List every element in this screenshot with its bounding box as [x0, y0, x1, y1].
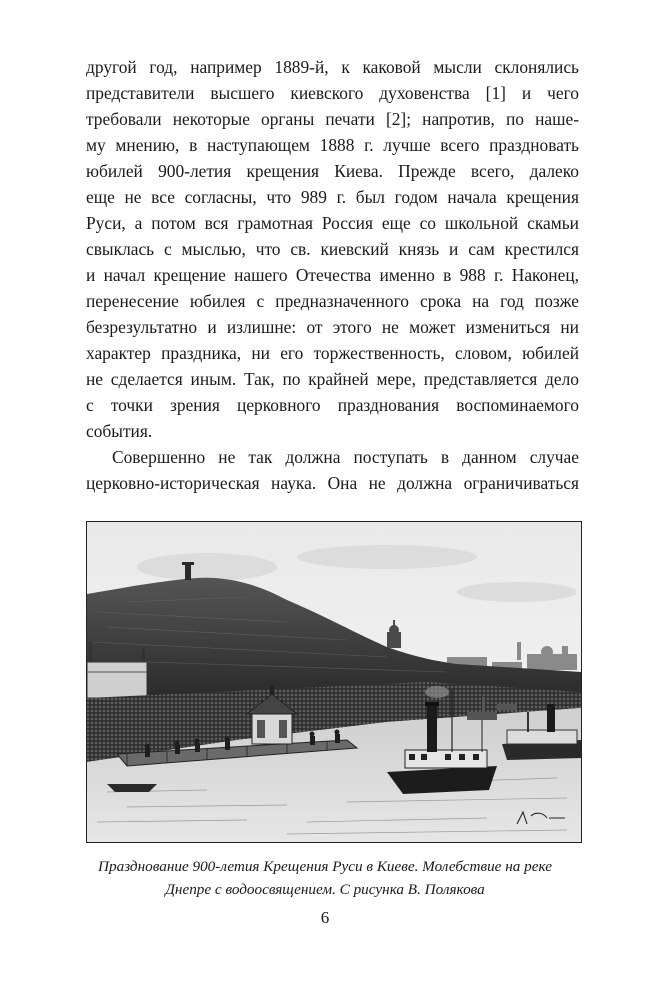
- text-line: не сделается иным. Так, по крайней мере, представляется дело: [86, 369, 579, 389]
- page-number: 6: [320, 908, 330, 927]
- text-line: му мнению, в наступающем 1888 г. лучше всего праздновать: [86, 135, 579, 155]
- body-text: [86, 54, 579, 496]
- rowboat: [107, 784, 157, 792]
- text-line: Совершенно не так должна поступать в данном случае: [112, 447, 579, 467]
- text-line: представители высшего киевского духовенства [1] и чего: [86, 83, 579, 103]
- paragraph-2: [86, 444, 579, 496]
- text-line: другой год, например 1889-й, к каковой мысли склонялись: [86, 57, 579, 77]
- text-line: свыклась с мыслью, что св. киевский князь и сам крестился: [86, 239, 579, 259]
- text-line: еще не все согласны, что 989 г. был годом начала крещения: [86, 187, 579, 207]
- paragraph-1: [86, 54, 579, 444]
- caption-line: Днепре с водоосвящением. С рисунка В. Полякова: [165, 881, 485, 898]
- text-line: события.: [86, 421, 153, 441]
- text-line: требовали некоторые органы печати [2]; напротив, по наше-: [86, 109, 579, 129]
- text-line: безрезультатно и излишне: от этого не может измениться ни: [86, 317, 579, 337]
- text-line: юбилей 900-летия крещения Киева. Прежде всего, далеко: [86, 161, 579, 181]
- text-line: и начал крещение нашего Отечества именно в 988 г. Наконец,: [86, 265, 579, 285]
- figure-caption: [60, 855, 590, 901]
- text-line: характер праздника, ни его торжественность, словом, юбилей: [86, 343, 579, 363]
- engraving-illustration: [86, 521, 582, 843]
- text-line: Руси, а потом вся грамотная Россия еще со школьной скамьи: [86, 213, 579, 233]
- text-line: перенесение юбилея с предназначенного срока на год позже: [86, 291, 579, 311]
- caption-line: Празднование 900-летия Крещения Руси в Киеве. Молебствие на реке: [98, 858, 552, 875]
- text-line: с точки зрения церковного празднования воспоминаемого: [86, 395, 579, 415]
- text-line: церковно-историческая наука. Она не должна ограничиваться: [86, 473, 579, 493]
